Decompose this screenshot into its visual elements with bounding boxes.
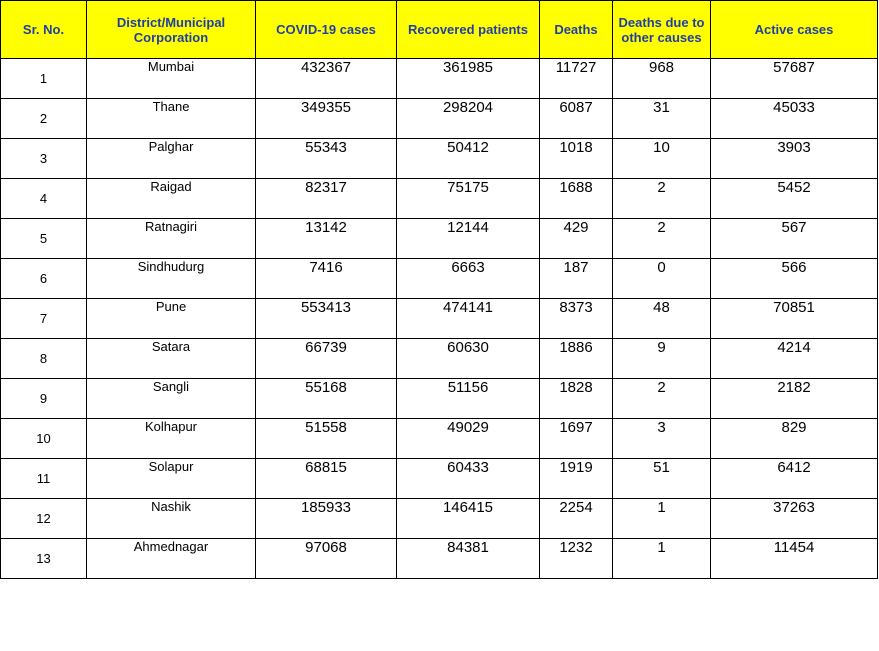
cell-sr-no: 7 <box>1 299 87 339</box>
cell-covid-cases: 66739 <box>256 339 397 379</box>
cell-deaths: 1828 <box>540 379 613 419</box>
cell-recovered: 51156 <box>397 379 540 419</box>
header-covid-cases: COVID-19 cases <box>256 1 397 59</box>
cell-active-cases: 4214 <box>711 339 878 379</box>
cell-sr-no: 4 <box>1 179 87 219</box>
header-sr-no: Sr. No. <box>1 1 87 59</box>
cell-deaths: 1688 <box>540 179 613 219</box>
cell-other-deaths: 51 <box>613 459 711 499</box>
cell-deaths: 1697 <box>540 419 613 459</box>
cell-sr-no: 6 <box>1 259 87 299</box>
table-row <box>1 539 878 579</box>
cell-district: Sindhudurg <box>87 259 256 299</box>
table-row <box>1 59 878 99</box>
cell-covid-cases: 185933 <box>256 499 397 539</box>
cell-covid-cases: 51558 <box>256 419 397 459</box>
table-row <box>1 219 878 259</box>
cell-other-deaths: 0 <box>613 259 711 299</box>
cell-district: Sangli <box>87 379 256 419</box>
cell-other-deaths: 1 <box>613 499 711 539</box>
cell-sr-no: 1 <box>1 59 87 99</box>
cell-district: Ahmednagar <box>87 539 256 579</box>
cell-covid-cases: 7416 <box>256 259 397 299</box>
table-row <box>1 99 878 139</box>
cell-active-cases: 57687 <box>711 59 878 99</box>
cell-recovered: 49029 <box>397 419 540 459</box>
table-row <box>1 379 878 419</box>
cell-recovered: 50412 <box>397 139 540 179</box>
header-district: District/Municipal Corporation <box>87 1 256 59</box>
cell-active-cases: 5452 <box>711 179 878 219</box>
table-row <box>1 179 878 219</box>
table-header <box>1 1 878 59</box>
cell-sr-no: 9 <box>1 379 87 419</box>
cell-covid-cases: 553413 <box>256 299 397 339</box>
cell-covid-cases: 55168 <box>256 379 397 419</box>
cell-district: Nashik <box>87 499 256 539</box>
cell-recovered: 12144 <box>397 219 540 259</box>
cell-deaths: 1919 <box>540 459 613 499</box>
cell-recovered: 6663 <box>397 259 540 299</box>
table-row <box>1 339 878 379</box>
cell-district: Ratnagiri <box>87 219 256 259</box>
cell-deaths: 8373 <box>540 299 613 339</box>
table-row <box>1 419 878 459</box>
cell-deaths: 11727 <box>540 59 613 99</box>
cell-other-deaths: 1 <box>613 539 711 579</box>
cell-sr-no: 3 <box>1 139 87 179</box>
cell-active-cases: 6412 <box>711 459 878 499</box>
cell-other-deaths: 9 <box>613 339 711 379</box>
cell-active-cases: 2182 <box>711 379 878 419</box>
cell-covid-cases: 349355 <box>256 99 397 139</box>
cell-active-cases: 829 <box>711 419 878 459</box>
cell-district: Pune <box>87 299 256 339</box>
cell-sr-no: 11 <box>1 459 87 499</box>
cell-other-deaths: 31 <box>613 99 711 139</box>
cell-other-deaths: 2 <box>613 179 711 219</box>
cell-covid-cases: 13142 <box>256 219 397 259</box>
cell-active-cases: 70851 <box>711 299 878 339</box>
cell-district: Palghar <box>87 139 256 179</box>
cell-district: Solapur <box>87 459 256 499</box>
cell-recovered: 361985 <box>397 59 540 99</box>
cell-recovered: 146415 <box>397 499 540 539</box>
cell-recovered: 298204 <box>397 99 540 139</box>
cell-active-cases: 567 <box>711 219 878 259</box>
cell-active-cases: 11454 <box>711 539 878 579</box>
table-body <box>1 59 878 579</box>
cell-sr-no: 8 <box>1 339 87 379</box>
cell-other-deaths: 2 <box>613 379 711 419</box>
cell-district: Kolhapur <box>87 419 256 459</box>
cell-district: Thane <box>87 99 256 139</box>
table-row <box>1 259 878 299</box>
cell-recovered: 84381 <box>397 539 540 579</box>
cell-sr-no: 2 <box>1 99 87 139</box>
header-active-cases: Active cases <box>711 1 878 59</box>
cell-deaths: 1018 <box>540 139 613 179</box>
header-deaths: Deaths <box>540 1 613 59</box>
table-row <box>1 459 878 499</box>
cell-deaths: 1232 <box>540 539 613 579</box>
cell-recovered: 474141 <box>397 299 540 339</box>
cell-recovered: 60433 <box>397 459 540 499</box>
header-row <box>1 1 878 59</box>
cell-other-deaths: 48 <box>613 299 711 339</box>
table-row <box>1 299 878 339</box>
cell-active-cases: 566 <box>711 259 878 299</box>
cell-covid-cases: 55343 <box>256 139 397 179</box>
cell-sr-no: 13 <box>1 539 87 579</box>
cell-district: Raigad <box>87 179 256 219</box>
cell-covid-cases: 82317 <box>256 179 397 219</box>
cell-other-deaths: 2 <box>613 219 711 259</box>
cell-other-deaths: 968 <box>613 59 711 99</box>
cell-deaths: 6087 <box>540 99 613 139</box>
cell-sr-no: 10 <box>1 419 87 459</box>
cell-sr-no: 5 <box>1 219 87 259</box>
cell-other-deaths: 10 <box>613 139 711 179</box>
cell-recovered: 60630 <box>397 339 540 379</box>
cell-active-cases: 45033 <box>711 99 878 139</box>
cell-active-cases: 37263 <box>711 499 878 539</box>
cell-district: Satara <box>87 339 256 379</box>
cell-deaths: 1886 <box>540 339 613 379</box>
table-row <box>1 499 878 539</box>
cell-covid-cases: 432367 <box>256 59 397 99</box>
cell-deaths: 2254 <box>540 499 613 539</box>
cell-sr-no: 12 <box>1 499 87 539</box>
cell-deaths: 429 <box>540 219 613 259</box>
cell-district: Mumbai <box>87 59 256 99</box>
cell-recovered: 75175 <box>397 179 540 219</box>
cell-deaths: 187 <box>540 259 613 299</box>
header-recovered: Recovered patients <box>397 1 540 59</box>
cell-covid-cases: 97068 <box>256 539 397 579</box>
header-other-deaths: Deaths due to other causes <box>613 1 711 59</box>
cell-active-cases: 3903 <box>711 139 878 179</box>
cell-other-deaths: 3 <box>613 419 711 459</box>
cell-covid-cases: 68815 <box>256 459 397 499</box>
table-row <box>1 139 878 179</box>
